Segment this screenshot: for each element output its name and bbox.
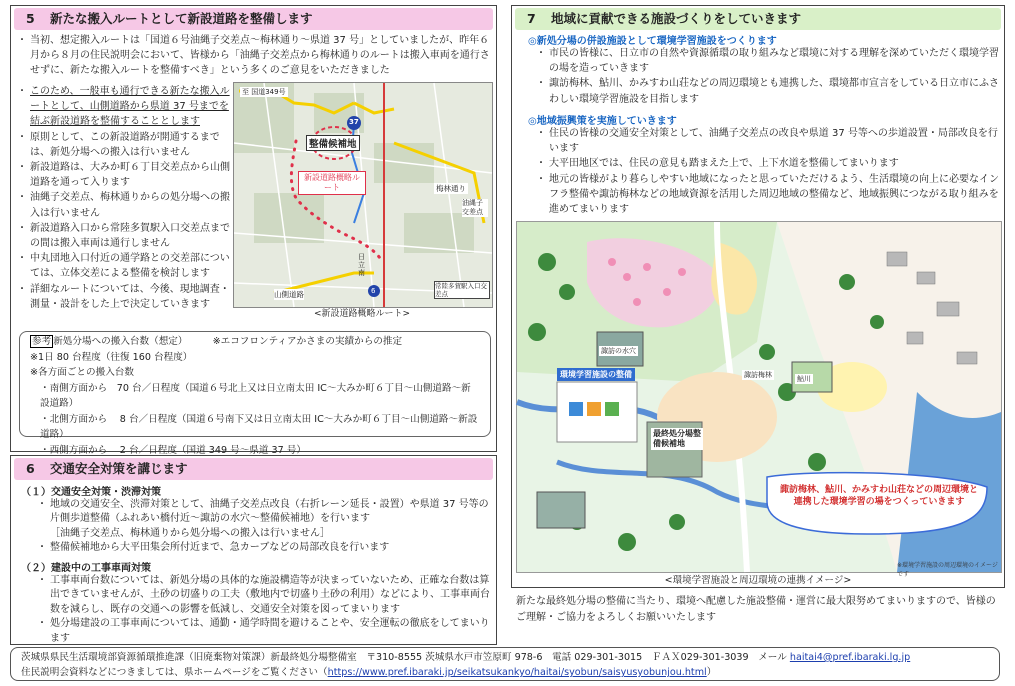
illus-label-bairin: 諏訪梅林 (744, 371, 772, 379)
illustration-caption: <環境学習施設と周辺環境の連携イメージ> (664, 575, 852, 586)
footer-website-end: ） (706, 667, 717, 678)
section-7-title: 地域に貢献できる施設づくりをしていきます (551, 11, 802, 26)
section-5-header (14, 8, 493, 30)
reference-title: 新処分場への搬入台数（想定） (53, 336, 188, 347)
section-5-number: 5 (26, 11, 35, 26)
map-label-route349: 至 国道349号 (242, 88, 286, 96)
footer-website-text: 住民説明会資料などにつきましては、県ホームページをご覧ください（ (21, 667, 328, 678)
section-6-sub1-item-1: ・ 地域の交通安全、渋滞対策として、油縄子交差点改良（右折レーン延長・設置）や県道 37 号等の片側歩道整備（ふれあい橋付近～諏訪の水穴～整備候補地）を行います (39, 498, 491, 527)
illus-label-suwa: 諏訪の水穴 (601, 347, 636, 355)
map-label-hitachitaga: 常陸多賀駅入口交差点 (434, 281, 490, 299)
section-5-top-text (19, 33, 491, 79)
section-5-bullet-3: ・ 新設道路は、大みか町６丁目交差点から山側道路を通って入ります (19, 160, 234, 190)
illus-label-final: 最終処分場整備候補地 (653, 429, 701, 448)
illus-callout: 諏訪梅林、鮎川、かみすわ山荘などの周辺環境と連携した環境学習の場をつくっていきます (779, 485, 978, 507)
map-label-route6: 6 (371, 287, 376, 295)
section-6-sub1-item-3: ・ 整備候補地から大平田集会所付近まで、急カーブなどの局部改良を行います (39, 541, 491, 555)
reference-dir-title: ※各方面ごとの搬入台数 (30, 367, 134, 378)
section-6-title: 交通安全対策を講じます (50, 461, 188, 476)
reference-box (19, 331, 491, 456)
illus-label-ayu: 鮎川 (797, 375, 811, 383)
footer-line-2 (21, 665, 989, 680)
reference-row-west: ・西側方面から 2 台／日程度（国道 349 号～県道 37 号） (40, 444, 306, 456)
footer-line-1 (21, 650, 989, 665)
route-map-caption: <新設道路概略ルート> (313, 309, 411, 319)
section-6-sub2-item-1: ・ 工事車両台数については、新処分場の具体的な施設構造等が決まっていないため、正確な台数は算出できていませんが、土砂の切盛りの工夫（敷地内で切盛り土砂の利用）などにより、工事車両台数を減らし、既存の交通への影響を低減し、交通安全対策を図ってまいります (39, 574, 491, 617)
section-7-sub1-list (538, 46, 1000, 107)
map-label-route37: 37 (349, 118, 359, 126)
section-7-sub2-item-3: ・ 地元の皆様がより暮らしやすい地域になったと思っていただけるよう、生活環境の向上に必要なインフラ整備や諏訪梅林などの地域資源を活用した周辺地域の整備など、地域振興につながる取り組みを進めてまいります (538, 172, 1000, 218)
section-7-number: 7 (527, 11, 536, 26)
section-5-bullet-7: ・ 詳細なルートについては、今後、現地調査・測量・設計をした上で決定していきます (19, 282, 234, 312)
section-7-header (515, 8, 1001, 30)
section-5-left-text (19, 84, 234, 312)
map-label-yamagawa: 山側道路 (274, 290, 304, 299)
footer-email-link[interactable]: haitai4@pref.ibaraki.lg.jp (789, 652, 911, 663)
section-6-sub2-item-2: ・ 処分場建設の工事車両については、通勤・通学時間を避けることや、安全運転の徹底をしてまいります (39, 617, 491, 646)
section-6-sub1: （１）交通安全対策・渋滞対策 (21, 487, 161, 498)
section-7-sub1: ◎新処分場の併設施設として環境学習施設をつくります (528, 36, 777, 47)
footer-contact: 茨城県県民生活環境部資源循環推進課（旧廃棄物対策課）新最終処分場整備室 〒310-8555 茨城県水戸市笠原町 978-6 電話 029-301-3015 ＦＡＸ029-301-3039 メール (21, 652, 787, 663)
illus-note: ※環境学習施設の周辺環境のイメージです (897, 562, 998, 578)
section-7-sub2: ◎地域振興策を実施していきます (528, 116, 677, 127)
section-6-sub2-list (39, 574, 491, 646)
reference-title-row (30, 334, 480, 350)
map-label-hitachi: 日立南 (358, 253, 365, 277)
section-5-bullet-2: ・ 原則として、この新設道路が開通するまでは、新処分場への搬入は行いません (19, 130, 234, 160)
section-7-sub2-item-2: ・ 大平田地区では、住民の意見も踏まえた上で、上下水道を整備してまいります (538, 156, 1000, 171)
section-6-box (10, 455, 497, 645)
section-7-sub2-item-1: ・ 住民の皆様の交通安全対策として、油縄子交差点の改良や県道 37 号等への歩道設置・局部改良を行います (538, 126, 1000, 156)
section-7-sub1-item-2: ・ 諏訪梅林、鮎川、かみすわ山荘などの周辺環境とも連携した、環境都市宣言をしている日立市にふさわしい環境学習施設を目指します (538, 76, 1000, 106)
section-6-sub2: （２）建設中の工事車両対策 (21, 563, 151, 574)
illus-label-env: 環境学習施設の整備 (557, 368, 635, 381)
route-map (233, 82, 493, 308)
map-label-umebayashi: 梅林通り (436, 184, 466, 193)
reference-row-north: ・北側方面から 8 台／日程度（国道６号南下又は日立南太田 IC～大みか町６丁目～山側道路～新設道路） (40, 413, 478, 440)
environment-illustration (516, 221, 1002, 578)
footer-box (10, 647, 1000, 681)
map-label-newroad: 新設道路概略ルート (298, 171, 366, 195)
section-6-sub1-item-2: ［油縄子交差点、梅林通りから処分場への搬入は行いません］ (50, 527, 330, 539)
reference-note: ※エコフロンティアかさまの実績からの推定 (212, 336, 403, 347)
section-5-bullet-5: ・ 新設道路入口から常陸多賀駅入口交差点までの間は搬入車両は通行しません (19, 221, 234, 251)
section-5-title: 新たな搬入ルートとして新設道路を整備します (50, 11, 313, 26)
closing-text: 新たな最終処分場の整備に当たり、環境へ配慮した施設整備・運営に最大限努めてまいりますので、皆様のご理解・ご協力をよろしくお願いいたします (516, 596, 996, 623)
section-6-header (14, 458, 493, 480)
map-label-aburanawako: 油縄子交差点 (462, 199, 488, 217)
environment-illustration-drawing (517, 222, 1001, 572)
section-5-bullet-1: ・ 当初、想定搬入ルートは「国道６号油縄子交差点～梅林通り～県道 37 号」としていましたが、昨年６月から８月の住民説明会において、皆様から「油縄子交差点から梅林通りのルートは搬入車両を通行させずに、新たな搬入ルートを整備すべき」という多くのご意見をいただきました (19, 33, 491, 79)
map-label-candidate: 整備候補地 (306, 135, 360, 151)
reference-label: 参考 (32, 336, 52, 347)
section-5-bullet-6: ・ 中丸団地入口付近の通学路との交差部については、立体交差による整備を検討します (19, 251, 234, 281)
reference-daily: ※1日 80 台程度（往復 160 台程度） (30, 351, 193, 363)
footer-website-link[interactable]: https://www.pref.ibaraki.jp/seikatsukankyo/haitai/syobun/saisyusyobunjou.html (327, 667, 707, 678)
section-6-sub1-list (39, 498, 491, 556)
reference-row-south: ・南側方面から 70 台／日程度（国道６号北上又は日立南太田 IC～大みか町６丁目～山側道路～新設道路） (40, 382, 471, 409)
section-5-box (10, 5, 497, 456)
section-5-bullet-4: ・ 油縄子交差点、梅林通りからの処分場への搬入は行いません (19, 190, 234, 220)
section-6-number: 6 (26, 461, 35, 476)
section-7-sub1-item-1: ・ 市民の皆様に、日立市の自然や資源循環の取り組みなど環境に対する理解を深めていただく環境学習の場を造っていきます (538, 46, 1000, 76)
section-5-bullet-underline: ・ このため、一般車も通行できる新たな搬入ルートとして、山側道路から県道 37 号までを結ぶ新設道路を整備することとします (19, 84, 234, 130)
section-7-sub2-list (538, 126, 1000, 217)
section-7-box (511, 5, 1005, 588)
